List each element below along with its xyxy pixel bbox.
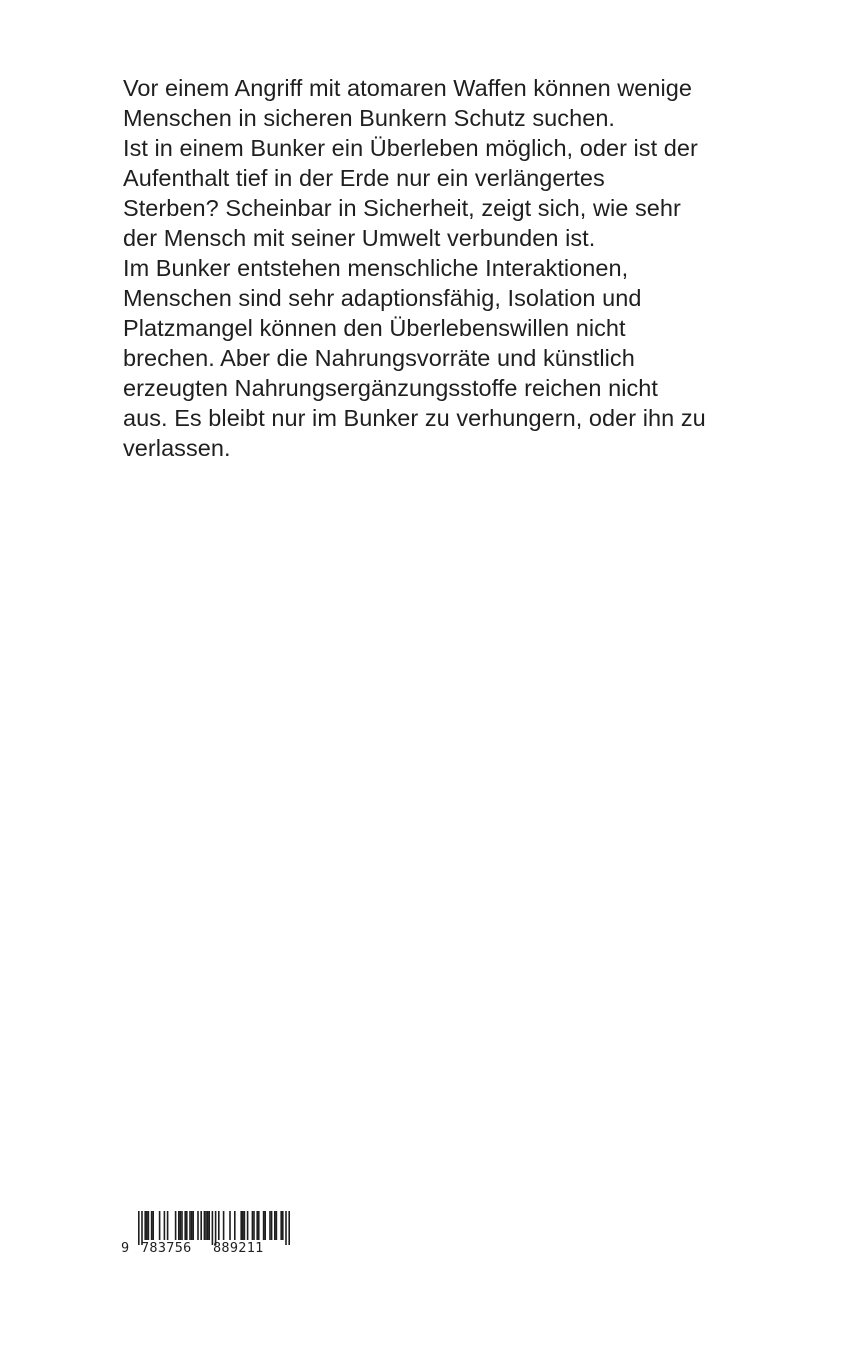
barcode-bar [253, 1211, 255, 1240]
blurb-line: erzeugten Nahrungsergänzungsstoffe reichen nicht [123, 375, 658, 401]
barcode-bar [175, 1211, 177, 1240]
barcode-bar [197, 1211, 199, 1240]
barcode-bar [264, 1211, 266, 1240]
blurb-line: verlassen. [123, 435, 231, 461]
barcode-bar [152, 1211, 154, 1240]
barcode-bar [146, 1211, 148, 1240]
barcode-bar [240, 1211, 242, 1240]
barcode-bar [164, 1211, 166, 1240]
barcode-bar [167, 1211, 169, 1240]
barcode-bar [274, 1211, 276, 1240]
barcode-bar [258, 1211, 260, 1240]
barcode-bar [186, 1211, 188, 1240]
barcode-lead-digit: 9 [121, 1240, 130, 1256]
barcode-bar [178, 1211, 180, 1240]
barcode-bar [244, 1211, 246, 1240]
barcode-bar [191, 1211, 193, 1240]
barcode-bar [144, 1211, 146, 1240]
blurb-line: brechen. Aber die Nahrungsvorräte und künstlich [123, 345, 635, 371]
barcode-bar [192, 1211, 194, 1240]
blurb-line: aus. Es bleibt nur im Bunker zu verhungern, oder ihn zu [123, 405, 706, 431]
barcode-bar [180, 1211, 182, 1240]
barcode-guard-bar [138, 1211, 140, 1245]
blurb-text [123, 73, 743, 463]
barcode-bar [276, 1211, 278, 1240]
barcode-bar [252, 1211, 254, 1240]
barcode-bar [256, 1211, 258, 1240]
barcode-bar [207, 1211, 209, 1240]
barcode-bar [208, 1211, 210, 1240]
blurb-line: Sterben? Scheinbar in Sicherheit, zeigt sich, wie sehr [123, 195, 681, 221]
blurb-line: Ist in einem Bunker ein Überleben möglich, oder ist der [123, 135, 698, 161]
barcode-bar [151, 1211, 153, 1240]
blurb-line: Vor einem Angriff mit atomaren Waffen können wenige [123, 75, 693, 101]
barcode-left-digits: 783756 [141, 1240, 192, 1256]
barcode-bar [263, 1211, 265, 1240]
barcode-bar [205, 1211, 207, 1240]
blurb-line: Menschen sind sehr adaptionsfähig, Isolation und [123, 285, 642, 311]
barcode-bar [269, 1211, 271, 1240]
barcode-bar [200, 1211, 202, 1240]
barcode-bar [242, 1211, 244, 1240]
blurb-line: Aufenthalt tief in der Erde nur ein verlängertes [123, 165, 605, 191]
barcode-bar [271, 1211, 273, 1240]
blurb-line: Platzmangel können den Überlebenswillen nicht [123, 315, 626, 341]
barcode-bar [280, 1211, 282, 1240]
barcode-bar [223, 1211, 225, 1240]
barcode-bar [181, 1211, 183, 1240]
barcode-bar [229, 1211, 231, 1240]
barcode-bar [148, 1211, 150, 1240]
barcode-bar [184, 1211, 186, 1240]
barcode-bar [204, 1211, 206, 1240]
blurb-line: Menschen in sicheren Bunkern Schutz suchen. [123, 105, 616, 131]
barcode-bar [247, 1211, 249, 1240]
barcode-guard-bar [288, 1211, 290, 1245]
barcode-bar [234, 1211, 236, 1240]
barcode-bar [189, 1211, 191, 1240]
blurb-line: Im Bunker entstehen menschliche Interaktionen, [123, 255, 629, 281]
barcode-guard-bar [285, 1211, 287, 1245]
barcode-bar [282, 1211, 284, 1240]
barcode-bar [159, 1211, 161, 1240]
barcode-right-digits: 889211 [213, 1240, 264, 1256]
blurb-line: der Mensch mit seiner Umwelt verbunden ist. [123, 225, 596, 251]
barcode-bar [218, 1211, 220, 1240]
